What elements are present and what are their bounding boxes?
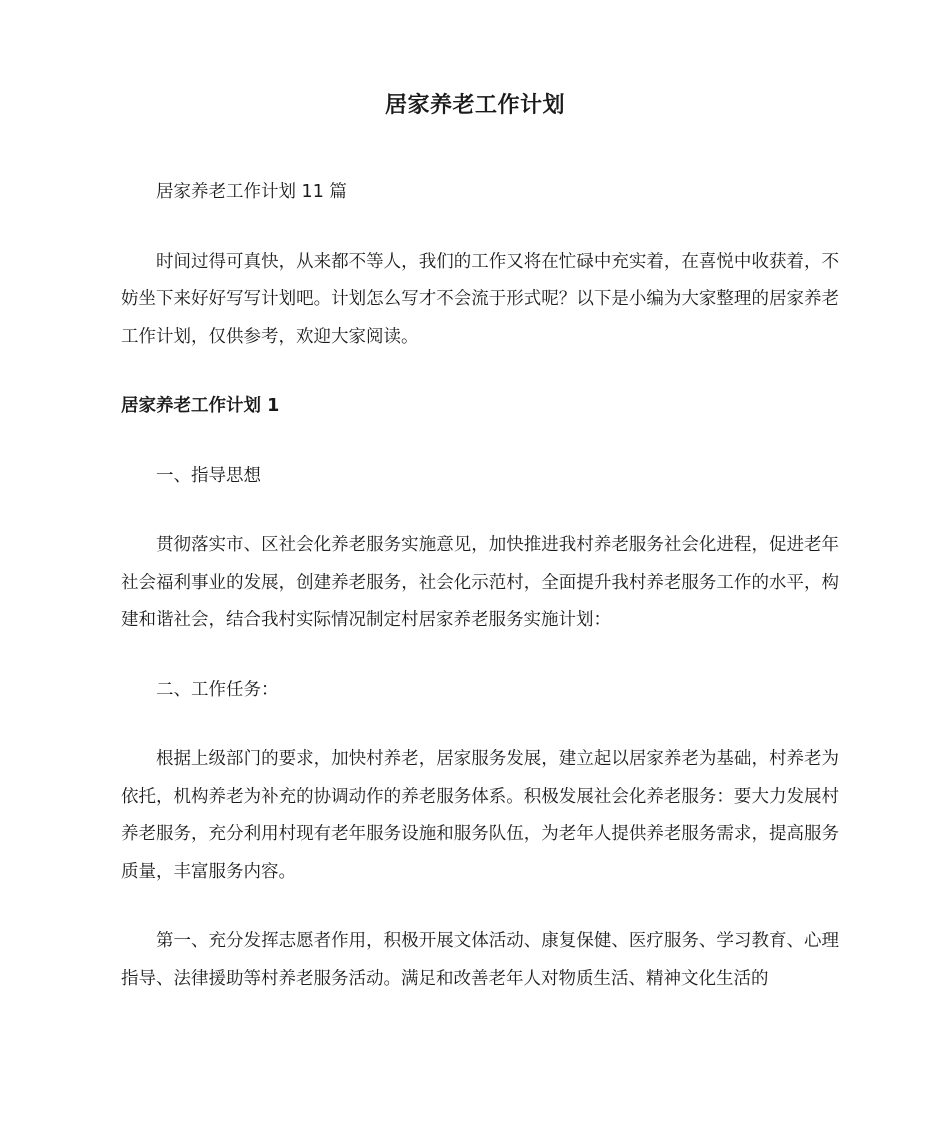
paragraph-gap (121, 891, 839, 923)
document-title: 居家养老工作计划 (384, 93, 565, 118)
item-heading-guiding-ideology: 一、指导思想 (156, 465, 261, 486)
paragraph-gap (121, 640, 839, 672)
paragraph-gap (121, 212, 839, 244)
paragraph-gap (121, 495, 839, 527)
first-task-paragraph: 第一、充分发挥志愿者作用，积极开展文体活动、康复保健、医疗服务、学习教育、心理指导、法律援助等村养老服务活动。满足和改善老年人对物质生活、精神文化生活的 (121, 931, 839, 989)
paragraph-gap (121, 356, 839, 388)
document-body (121, 174, 839, 998)
item-heading-work-tasks: 二、工作任务： (156, 679, 279, 700)
intro-paragraph: 时间过得可真快，从来都不等人，我们的工作又将在忙碌中充实着，在喜悦中收获着，不妨坐下来好好写写计划吧。计划怎么写才不会流于形式呢？以下是小编为大家整理的居家养老工作计划，仅供参考，欢迎大家阅读。 (121, 251, 839, 347)
work-tasks-paragraph: 根据上级部门的要求，加快村养老，居家服务发展，建立起以居家养老为基础，村养老为依托，机构养老为补充的协调动作的养老服务体系。积极发展社会化养老服务：要大力发展村养老服务，充分利用村现有老年服务设施和服务队伍，为老年人提供养老服务需求，提高服务质量，丰富服务内容。 (121, 749, 839, 882)
guiding-ideology-paragraph: 贯彻落实市、区社会化养老服务实施意见，加快推进我村养老服务社会化进程，促进老年社会福利事业的发展，创建养老服务，社会化示范村，全面提升我村养老服务工作的水平，构建和谐社会，结合我村实际情况制定村居家养老服务实施计划： (121, 535, 839, 630)
paragraph-gap (121, 709, 839, 741)
document-subtitle: 居家养老工作计划 11 篇 (156, 182, 347, 202)
paragraph-gap (121, 426, 839, 458)
section-heading: 居家养老工作计划 1 (121, 396, 280, 416)
